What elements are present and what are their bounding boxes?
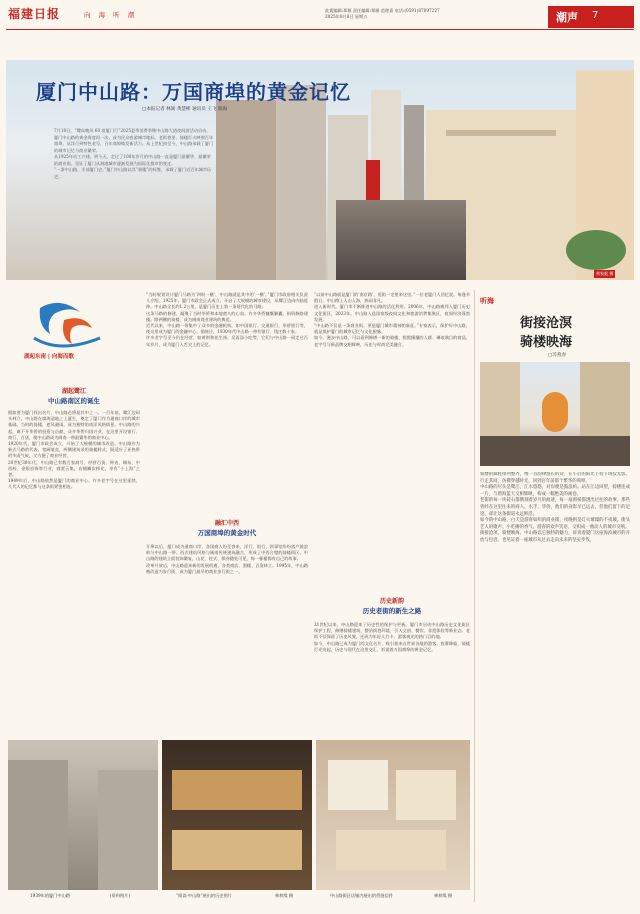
intro-paragraph: “一条中山路，半部厦门史。”厦门中山路以其“骑楼”的标签，承载了厦门近百年城市历史。: [54, 167, 212, 179]
header-rule: [6, 29, 634, 30]
byline: □本报记者 林闽 黄慧彬 通讯员 王飞 陈海: [142, 107, 228, 112]
page-badge: [548, 6, 634, 28]
photo-credit: 黄家彪 摄: [596, 271, 614, 276]
intro-block: [54, 128, 214, 180]
middle-right-body: [314, 292, 470, 590]
listen-sea-tag: 听海: [480, 296, 494, 305]
article-paragraph: 开埠以后，厦门成为通商口岸，各国商人纷至沓来，洋行、银行、领事馆纷纷落户鼓浪屿与中山路一带。西式建筑风格与闽南传统建筑融合，形成了中西合璧的骑楼街区。中山路的建筑立面装饰繁复，山花、柱式、拱券随处可见，每一栋楼都有自己的故事。: [146, 544, 308, 562]
section-tag: 向 海 听 潮: [84, 11, 138, 19]
page-number: 7: [592, 10, 599, 21]
building-shape: [8, 760, 68, 890]
middle-left-body: [146, 292, 308, 512]
article-paragraph: 1920年代，厦门市政会成立，开始了大规模的城市改造。中山路作为新式马路的代表，宽阔笔直，两侧建筑采用骑楼样式，既适应了亚热带的多雨气候，又方便了商业经营。: [8, 441, 140, 459]
exhibition-photo: [162, 740, 312, 890]
section1-title: 中山路南区的诞生: [48, 397, 100, 405]
section2-kicker: 融汇中西: [214, 520, 239, 527]
header-info: [325, 8, 540, 20]
display-panel: [172, 770, 302, 810]
building-shape: [216, 100, 276, 280]
article-paragraph: “以前中山路就是厦门的‘南京路’，逛街一定要来这里。”一位老厦门人回忆说。每逢节假日，中山路上人山人海，热闹非凡。: [314, 292, 470, 304]
article-paragraph: 骑楼的廊柱排列整齐，像一首韵律悠长的诗，在午后的阳光下投下斑驳光影。行走其间，仿佛穿越时光，回到百年前那个繁华的商埠。: [480, 472, 630, 484]
letter-shape: [396, 770, 456, 820]
right-title-line2: 骑楼映海: [520, 335, 573, 350]
date-line: 2025年8月8日 星期五: [325, 14, 368, 19]
article-paragraph: 许多老字号至今仍在经营，如黄则和花生汤、吴再添小吃等，它们与中山路一同走过百年岁月，成为厦门人舌尖上的记忆。: [146, 335, 308, 347]
crowd-shape: [480, 436, 630, 466]
caption-1-source: (资料图片): [110, 893, 131, 898]
caption-2: “阅读·中山路”展出的历史图片: [176, 893, 232, 898]
paper-name: 福建日报: [8, 7, 61, 21]
article-paragraph: 老街的每一块砖石都镌刻着岁月的痕迹，每一扇窗棂都透出过往的故事。那些曾经在这里往来的商人、水手、华侨，他们的身影早已远去，但他们留下的足迹，却让这条街道永远鲜活。: [480, 498, 630, 517]
article-paragraph: 假如要为厦门找出名片，中山路必将是其中之一。一百年前，鹭江边码头林立，中山路在填海造地之上诞生，奠定了厦门作为通商口岸的城市基础。当时的骑楼，遮风避雨，成为独特的南洋风格街景。中山路的兴起，离不开华侨的投资与贡献，众多华侨归国兴业，在这里开设银行、商行、百货，使中山路成为闽南一带最繁华的商业中心。: [8, 410, 140, 440]
street-crowd: [336, 200, 466, 280]
article-paragraph: 如今，中山路已成为厦门的文化名片，吸引着来自世界各地的游客。夜幕降临，骑楼灯光亮起，历史与现代在这里交汇，诉说着万国商埠的黄金记忆。: [314, 640, 470, 652]
mascot-figure: [542, 392, 568, 432]
building-shape: [276, 85, 326, 280]
right-title-line1: 街接沧溟: [520, 316, 573, 331]
logo-text: 湖起东南 | 向海而歌: [24, 354, 74, 360]
article-paragraph: “中山路不仅是一条商业街，更是厦门城市精神的象征。”专家表示，保护好中山路，就是保护厦门的城市记忆与文化根脉。: [314, 323, 470, 335]
article-paragraph: 改革开放后，中山路迎来新的发展机遇，各类商店、酒楼、百货林立。1995年，中山路被改造为步行街，成为厦门最早的商业步行街之一。: [146, 562, 308, 574]
article-paragraph: 近代以来，中山路一带集中了众多的金融机构，如中国银行、交通银行、华侨银行等，使这里成为厦门的金融中心。据统计，1930年代中山路一带有银行、钱庄数十家。: [146, 323, 308, 335]
article-paragraph: 如今的中山路，白天是游客如织的商业街，夜晚则是灯火璀璨的不夜城。街头艺人的歌声、小吃摊的香气、游客的欢声笑语，交织成一曲动人的城市交响。: [480, 518, 630, 530]
page-label: 潮声: [556, 11, 578, 24]
caption-3: 中山路街区店铺内展出的侨批信件: [330, 893, 393, 898]
editor-line: 此責编辑:郑雁 责任编辑:郑雁 范理嘉 电话:(0591)87097227: [325, 8, 440, 13]
logo-wave-icon: [63, 318, 92, 344]
caption-2-credit: 林梓缘 摄: [275, 893, 294, 898]
building-cornice: [446, 130, 556, 136]
section2-title: 万国商埠的黄金时代: [197, 529, 257, 537]
section3-title: 历史老街的新生之路: [362, 607, 422, 615]
tree-shape: [566, 230, 626, 270]
article-paragraph: 21世纪以来，中山路迎来了历史性的保护与更新。厦门市启动中山路历史文化街区保护工程，修缮骑楼建筑，整治街巷环境，引入文创、餐饮、非遗体验等新业态。老街不仅保留了历史风貌，还成为年轻人打卡、游客观光的热门目的地。: [314, 622, 470, 640]
section1-body: [8, 410, 140, 728]
article-paragraph: 20世纪30年代，中山路已有数百家商号，经营百货、钟表、绸布、中西药、金银首饰等行业，商贾云集，店铺鳞次栉比，享有“小上海”之誉。: [8, 459, 140, 478]
building-shape: [98, 770, 158, 890]
article-paragraph: 如今，漫步中山路，可以看到修缮一新的骑楼、熙熙攘攘的人群、琳琅满目的商品，老字号与新品牌交相辉映，历史与时尚完美融合。: [314, 335, 470, 347]
page-header: [0, 0, 640, 30]
display-panel: [172, 830, 302, 870]
caption-3-credit: 林梓缘 摄: [434, 893, 453, 898]
mascot-photo: [480, 362, 630, 466]
letter-shape: [336, 830, 446, 870]
letter-shape: [328, 760, 388, 810]
right-author: □苏燕春: [548, 353, 567, 358]
headline: 厦门中山路：万国商埠的黄金记忆: [36, 80, 351, 104]
historic-photo: [8, 740, 158, 890]
red-banner: [366, 160, 380, 200]
intro-paragraph: 从1925年动工兴建，到今天，走过了100年岁月的中山路一直是厦门最繁华、最繁荣的商业街，见证了厦门从海港城市逐渐发展为国际化都市的变迁。: [54, 154, 211, 166]
section3-body: [314, 622, 470, 732]
article-paragraph: 进入新时代，厦门市不断推进中山路的活化利用。2006年，中山路被列入厦门历史文化街区，2023年，中山路入选国家级夜间文化和旅游消费集聚区，夜间经济蓬勃发展。: [314, 304, 470, 322]
intro-paragraph: 7月18日，“鹭岛晚风 60 游厦门行”2025夏季消费季暨中山路大道夜间游活动启动，厦门中山路的黄金周度再一次，成为民众夜游城市地标。老街巷里，骑楼灯火映照百年商埠，从洋行到特色老号，百年商埠焕发新活力。从上世纪初至今，中山路承载了厦门的城市记忆与商业繁荣。: [54, 128, 214, 153]
article-paragraph: 1949年后，中山路依然是厦门的商业中心。许多老字号在这里延续，几代人的记忆都与这条街紧密相连。: [8, 478, 140, 490]
right-body: [480, 472, 630, 900]
caption-1: 1939年的厦门中山路: [30, 893, 70, 898]
article-paragraph: “当时规划设计厦门马路为‘四纵一横’，中山路就是其中的‘一横’。”厦门市政府相关负责人介绍。1925年，厦门市政会正式成立，开启了大规模的城市建设，从鹭江边向内陆延伸。中山路全长约1.2公里，是厦门历史上第一条现代化的马路。: [146, 292, 308, 310]
letters-photo: [316, 740, 470, 890]
section3-kicker: 历史新韵: [379, 598, 404, 605]
section2-body: [146, 544, 308, 732]
article-paragraph: 这条马路的修建，凝聚了当时华侨和本地商人的心血。许多华侨慷慨解囊，捐资修路建楼。路两侧的骑楼，成为闽南商业建筑的典范。: [146, 310, 308, 322]
section1-kicker: 湖起鹭江: [61, 388, 86, 395]
article-paragraph: 街接沧溟，骑楼映海。中山路以它独特的魅力，诉说着厦门这座海滨城市的开放与包容，也见证着一座城市从过去走向未来的坚实步伐。: [480, 531, 630, 543]
article-paragraph: 中山路的尽头是鹭江，江水悠悠，对岸便是鼓浪屿。站在江边回望，骑楼连成一片，与碧海蓝天交相辉映，构成一幅绝美的画卷。: [480, 485, 630, 497]
